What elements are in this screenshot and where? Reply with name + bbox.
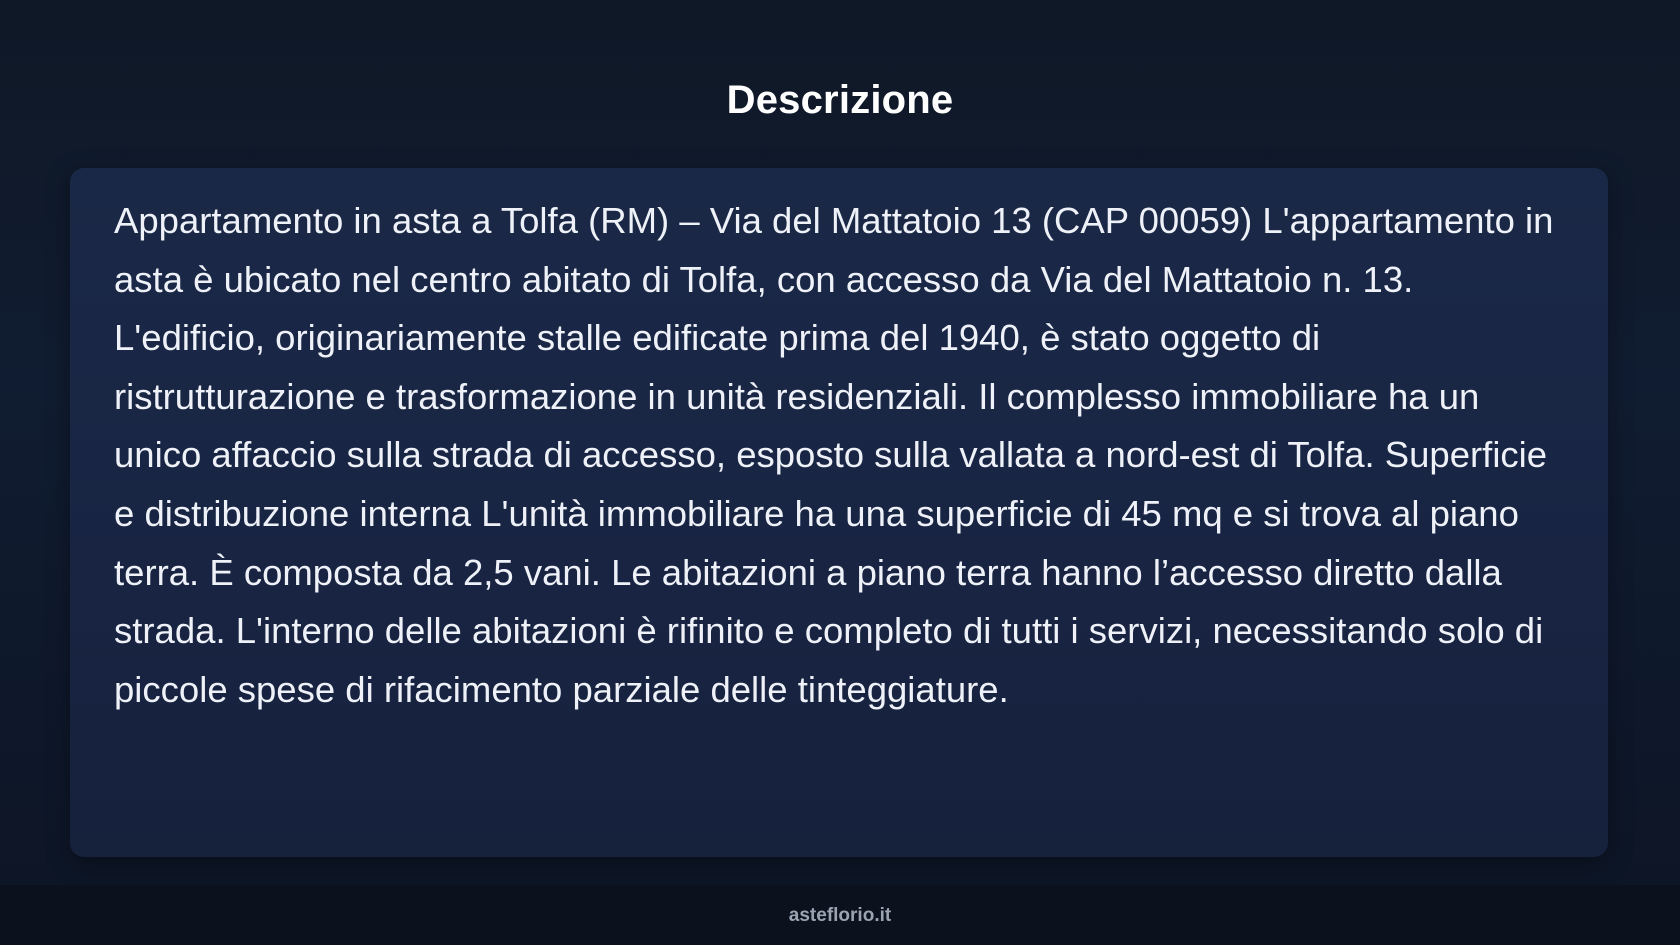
footer-brand: asteflorio.it (788, 905, 892, 926)
footer (0, 885, 1680, 945)
page-title: Descrizione (726, 78, 954, 122)
description-card (70, 168, 1608, 857)
description-text: Appartamento in asta a Tolfa (RM) – Via del Mattatoio 13 (CAP 00059) L'appartamento in asta è ubicato nel centro abitato di Tolfa, con accesso da Via del Mattatoio n. 13. L'edificio, originariamente stalle edificate prima del 1940, è stato oggetto di ristrutturazione e trasformazione in unità residenziali. Il complesso immobiliare ha un unico affaccio sulla strada di accesso, esposto sulla vallata a nord-est di Tolfa. Superficie e distribuzione interna L'unità immobiliare ha una superficie di 45 mq e si trova al piano terra. È composta da 2,5 vani. Le abitazioni a piano terra hanno l’accesso diretto dalla strada. L'interno delle abitazioni è rifinito e completo di tutti i servizi, necessitando solo di piccole spese di rifacimento parziale delle tinteggiature. (114, 200, 1554, 710)
